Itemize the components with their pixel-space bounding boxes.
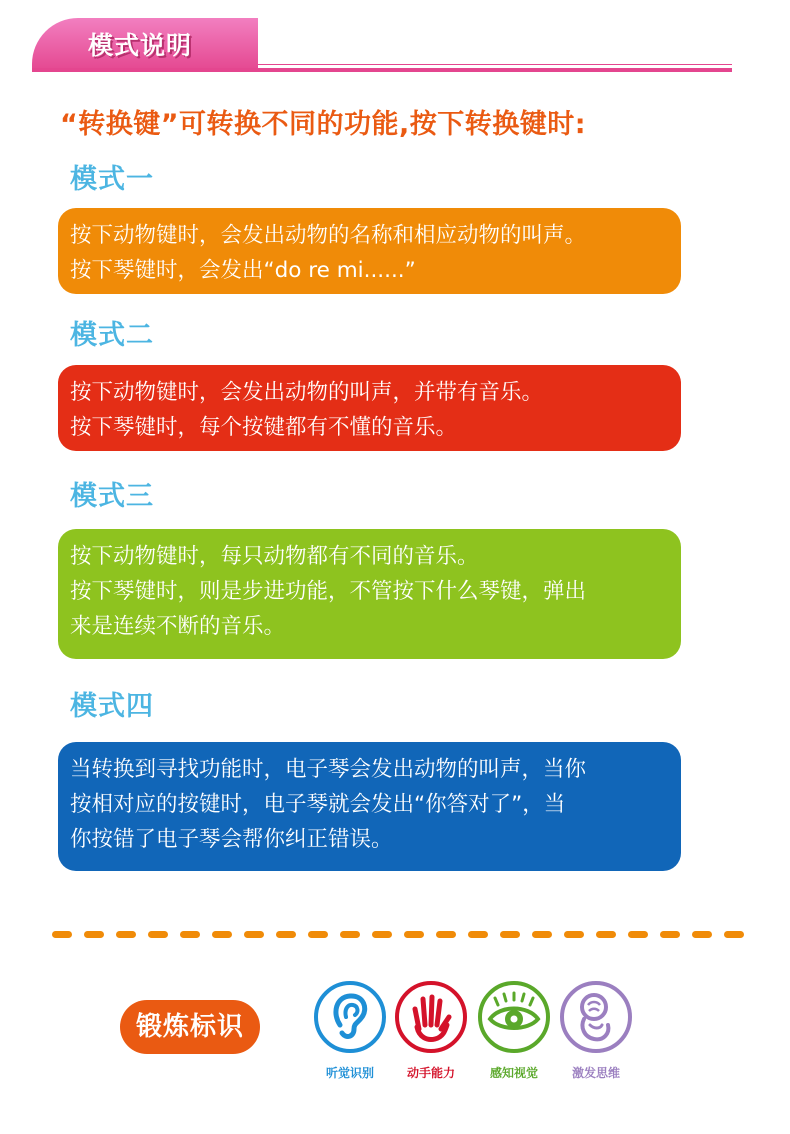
dash-segment <box>660 931 680 938</box>
dash-segment <box>180 931 200 938</box>
mode-2-line-1: 按下动物键时，会发出动物的叫声，并带有音乐。 <box>70 380 544 405</box>
mode-4-title: 模式四 <box>70 691 154 722</box>
eye-badge-label: 感知视觉 <box>489 1066 538 1080</box>
dash-segment <box>564 931 584 938</box>
dash-segment <box>404 931 424 938</box>
mode-3-line-3: 来是连续不断的音乐。 <box>70 614 286 639</box>
hand-icon <box>399 985 463 1049</box>
mode-4-line-1: 当转换到寻找功能时，电子琴会发出动物的叫声，当你 <box>70 757 587 782</box>
ear-icon <box>318 985 382 1049</box>
mode-2-title: 模式二 <box>70 320 154 351</box>
dash-segment <box>692 931 712 938</box>
dash-segment <box>276 931 296 938</box>
training-label: 锻炼标识 <box>120 1000 260 1054</box>
dash-segment <box>532 931 552 938</box>
hand-badge <box>395 981 467 1053</box>
dash-segment <box>372 931 392 938</box>
mode-3-box <box>58 529 681 659</box>
hand-badge-label: 动手能力 <box>406 1066 455 1080</box>
mode-3-line-2: 按下琴键时，则是步进功能，不管按下什么琴键，弹出 <box>70 579 587 604</box>
dash-segment <box>340 931 360 938</box>
dash-segment <box>148 931 168 938</box>
page-title: 模式说明 <box>88 31 193 60</box>
header-divider-thin <box>258 64 732 65</box>
dash-segment <box>468 931 488 938</box>
brain-badge <box>560 981 632 1053</box>
mode-3-line-1: 按下动物键时，每只动物都有不同的音乐。 <box>70 544 479 569</box>
dash-segment <box>500 931 520 938</box>
mode-1-line-2: 按下琴键时，会发出“do re mi......” <box>70 258 416 283</box>
mode-4-line-3: 你按错了电子琴会帮你纠正错误。 <box>70 827 393 852</box>
dash-segment <box>596 931 616 938</box>
header-divider <box>32 68 732 72</box>
dashed-separator <box>52 931 752 939</box>
ear-badge-label: 听觉识别 <box>325 1066 374 1080</box>
eye-icon <box>482 985 546 1049</box>
dash-segment <box>308 931 328 938</box>
brain-badge-label: 激发思维 <box>571 1066 620 1080</box>
dash-segment <box>212 931 232 938</box>
mode-1-title: 模式一 <box>70 164 154 195</box>
intro-text: “转换键”可转换不同的功能,按下转换键时: <box>60 109 587 140</box>
mode-2-box <box>58 365 681 451</box>
mode-3-title: 模式三 <box>70 481 154 512</box>
dash-segment <box>628 931 648 938</box>
mode-2-line-2: 按下琴键时，每个按键都有不懂的音乐。 <box>70 415 458 440</box>
dash-segment <box>116 931 136 938</box>
eye-badge <box>478 981 550 1053</box>
dash-segment <box>436 931 456 938</box>
mode-4-line-2: 按相对应的按键时，电子琴就会发出“你答对了”，当 <box>70 792 566 817</box>
dash-segment <box>724 931 744 938</box>
dash-segment <box>244 931 264 938</box>
dash-segment <box>52 931 72 938</box>
mode-1-line-1: 按下动物键时，会发出动物的名称和相应动物的叫声。 <box>70 223 587 248</box>
brain-icon <box>564 985 628 1049</box>
ear-badge <box>314 981 386 1053</box>
mode-1-box <box>58 208 681 294</box>
mode-4-box <box>58 742 681 871</box>
dash-segment <box>84 931 104 938</box>
